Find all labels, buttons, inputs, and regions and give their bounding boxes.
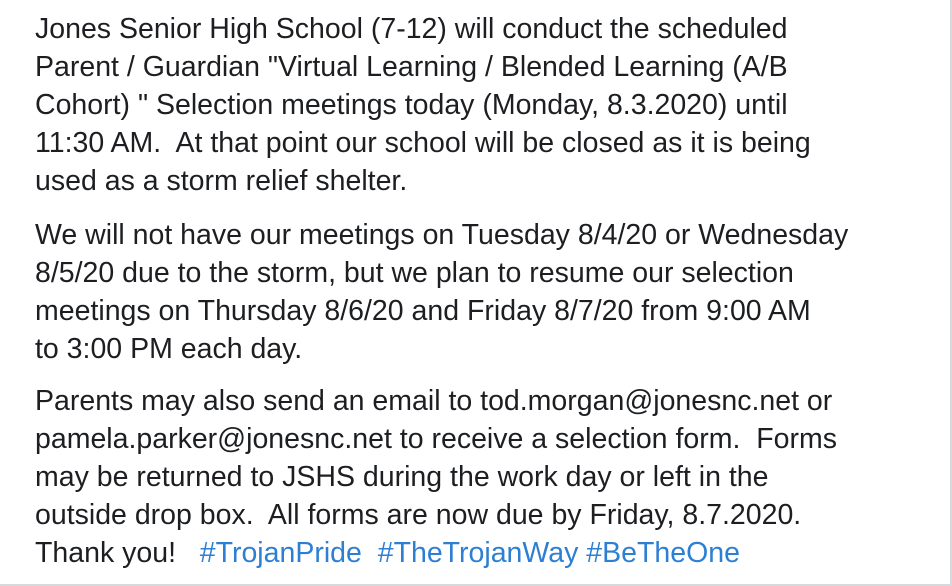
text-line: Parent / Guardian "Virtual Learning / Blended Learning (A/B [35, 51, 788, 83]
closing-text: Thank you! [35, 537, 176, 569]
text-line: used as a storm relief shelter. [35, 165, 408, 197]
text-line: 11:30 AM. At that point our school will be closed as it is being [35, 127, 811, 159]
paragraph-storm-update [35, 216, 930, 368]
text-line: Jones Senior High School (7-12) will conduct the scheduled [35, 13, 788, 45]
text-line: Parents may also send an email to tod.morgan@jonesnc.net or [35, 385, 833, 417]
hashtag-the-trojan-way[interactable]: #TheTrojanWay [377, 537, 579, 569]
text-line: pamela.parker@jonesnc.net to receive a selection form. Forms [35, 423, 837, 455]
paragraph-meeting-schedule [35, 10, 930, 200]
hashtag-trojan-pride[interactable]: #TrojanPride [199, 537, 362, 569]
text-line: We will not have our meetings on Tuesday 8/4/20 or Wednesday [35, 219, 849, 251]
text-line: Cohort) " Selection meetings today (Monday, 8.3.2020) until [35, 89, 788, 121]
text-line: meetings on Thursday 8/6/20 and Friday 8/7/20 from 9:00 AM [35, 295, 811, 327]
paragraph-email-forms [35, 382, 930, 572]
hashtag-be-the-one[interactable]: #BeTheOne [586, 537, 740, 569]
text-line: 8/5/20 due to the storm, but we plan to resume our selection [35, 257, 794, 289]
text-line: may be returned to JSHS during the work day or left in the [35, 461, 769, 493]
text-line: outside drop box. All forms are now due by Friday, 8.7.2020. [35, 499, 802, 531]
text-line: to 3:00 PM each day. [35, 333, 303, 365]
